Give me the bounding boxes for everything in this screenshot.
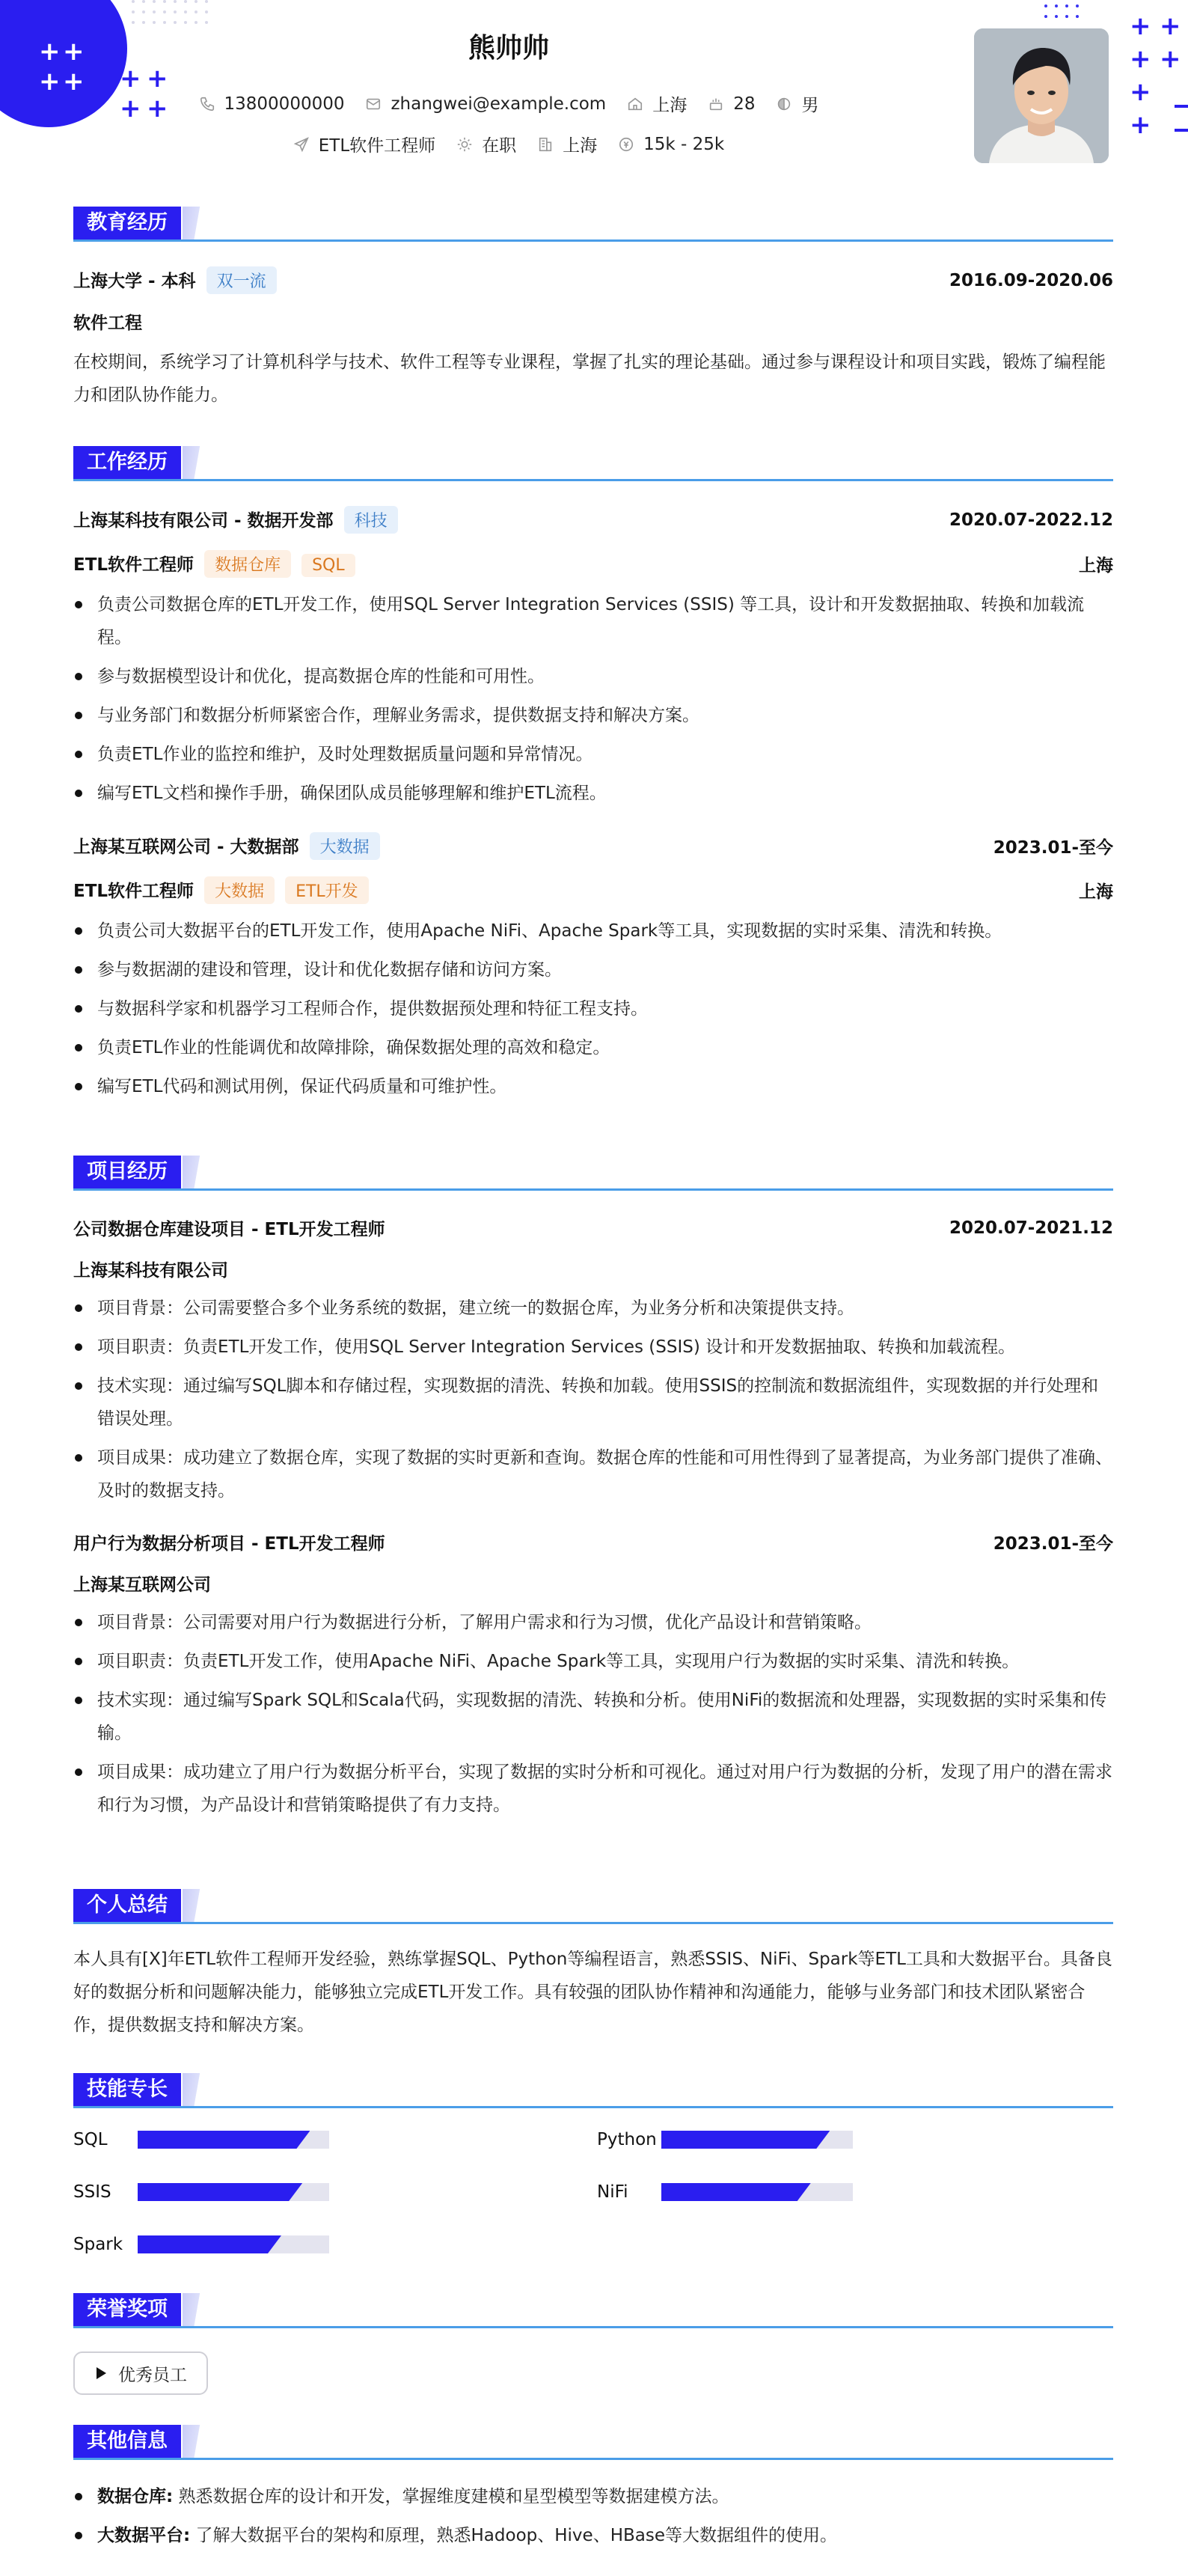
project-detail-list	[73, 1606, 1113, 1822]
section-title: 教育经历	[73, 207, 181, 239]
section-title-decoration	[183, 207, 208, 239]
other-info-list	[73, 2480, 1113, 2552]
section-title: 工作经历	[73, 446, 181, 479]
list-item: 参与数据湖的建设和管理，设计和优化数据存储和访问方案。	[73, 953, 1113, 986]
age: 28	[733, 94, 756, 114]
section-header	[73, 2073, 1113, 2110]
list-item: 项目背景：公司需要整合多个业务系统的数据，建立统一的数据仓库，为业务分析和决策提供支持。	[73, 1292, 1113, 1325]
section-title: 其他信息	[73, 2425, 181, 2458]
section-header	[73, 446, 1113, 483]
role-row	[73, 550, 1113, 578]
avatar	[974, 28, 1109, 163]
project-item	[73, 1530, 1113, 1822]
work-item-header	[73, 832, 1113, 860]
honors-section	[73, 2293, 1113, 2395]
plus-icon: +	[147, 94, 168, 123]
work-item	[73, 832, 1113, 1103]
section-header	[73, 2425, 1113, 2462]
other-info-text: 了解大数据平台的架构和原理，熟悉Hadoop、Hive、HBase等大数据组件的使用。	[195, 2526, 837, 2545]
skill-name: SSIS	[73, 2182, 111, 2202]
home-icon	[627, 96, 643, 112]
project-item-header	[73, 1530, 1113, 1554]
phone-icon	[199, 96, 215, 112]
list-item: 负责ETL作业的监控和维护，及时处理数据质量问题和异常情况。	[73, 738, 1113, 771]
skill-bar-fill	[661, 2183, 811, 2201]
section-header	[73, 2293, 1113, 2331]
role-title: ETL软件工程师	[73, 555, 195, 575]
list-item: 项目成果：成功建立了用户行为数据分析平台，实现了数据的实时分析和可视化。通过对用户行为数据的分析，发现了用户的潜在需求和行为习惯，为产品设计和营销策略提供了有力支持。	[73, 1756, 1113, 1822]
list-item: 项目职责：负责ETL开发工作，使用SQL Server Integration Services (SSIS) 设计和开发数据抽取、转换和加载流程。	[73, 1331, 1113, 1364]
skill-name: Spark	[73, 2235, 123, 2254]
other-info-label: 大数据平台:	[97, 2526, 191, 2545]
plus-icon: +	[1130, 110, 1151, 140]
skill-bar-track	[661, 2131, 853, 2149]
section-title-decoration	[183, 1156, 208, 1188]
role-line	[73, 550, 355, 578]
email-info	[365, 94, 606, 114]
skills-grid	[73, 2130, 1113, 2254]
phone-number: 13800000000	[224, 94, 345, 114]
summary-text: 本人具有[X]年ETL软件工程师开发经验，熟练掌握SQL、Python等编程语言，熟悉SSIS、NiFi、Spark等ETL工具和大数据平台。具备良好的数据分析和问题解决能力，能够独立完成ETL开发工作。具有较强的团队协作精神和沟通能力，能够与业务部门和技术团队紧密合作，提供数据支持和解决方案。	[73, 1950, 1112, 2035]
salary-info	[618, 135, 724, 154]
play-icon	[94, 2366, 108, 2380]
work-item	[73, 506, 1113, 810]
section-title-decoration	[183, 2293, 208, 2326]
contact-row	[0, 91, 1017, 116]
status-icon	[456, 136, 473, 153]
project-item	[73, 1215, 1113, 1507]
list-item: 与业务部门和数据分析师紧密合作，理解业务需求，提供数据支持和解决方案。	[73, 699, 1113, 732]
plus-icon: +	[120, 64, 141, 94]
list-item: 技术实现：通过编写Spark SQL和Scala代码，实现数据的清洗、转换和分析。使用NiFi的数据流和处理器，实现数据的实时采集和传输。	[73, 1684, 1113, 1750]
plus-icon: +	[1130, 11, 1151, 41]
section-title: 个人总结	[73, 1889, 181, 1922]
list-item: 技术实现：通过编写SQL脚本和存储过程，实现数据的清洗、转换和加载。使用SSIS的控制流和数据流组件，实现数据的并行处理和错误处理。	[73, 1370, 1113, 1435]
plus-icon: +	[120, 94, 141, 123]
skill-bar-fill	[138, 2235, 281, 2253]
list-item: 负责ETL作业的性能调优和故障排除，确保数据处理的高效和稳定。	[73, 1031, 1113, 1064]
skills-section	[73, 2073, 1113, 2254]
skill-tag: SQL	[301, 554, 355, 577]
project-title: 公司数据仓库建设项目 - ETL开发工程师	[73, 1220, 385, 1239]
skill-tag: 数据仓库	[204, 550, 291, 578]
company-name: 上海某互联网公司 - 大数据部	[73, 837, 299, 857]
projects-section	[73, 1156, 1113, 1828]
industry-tag: 大数据	[310, 832, 380, 860]
work-period: 2020.07-2022.12	[949, 510, 1113, 530]
list-item	[73, 2519, 1113, 2552]
role-line	[73, 876, 369, 904]
avatar-portrait	[974, 28, 1109, 163]
job-title: ETL软件工程师	[318, 136, 436, 156]
list-item: 与数据科学家和机器学习工程师合作，提供数据预处理和特征工程支持。	[73, 992, 1113, 1025]
responsibility-list	[73, 588, 1113, 810]
plus-icon: +	[1130, 77, 1151, 107]
section-title-decoration	[183, 1889, 208, 1922]
section-header	[73, 207, 1113, 244]
section-divider	[73, 479, 1113, 481]
company-line	[73, 832, 380, 860]
plus-icon: +	[63, 67, 85, 97]
company-name: 上海某科技有限公司 - 数据开发部	[73, 511, 334, 531]
role-row	[73, 876, 1113, 904]
section-title: 技能专长	[73, 2073, 181, 2106]
skill-tag: 大数据	[204, 876, 275, 904]
project-company: 上海某科技有限公司	[73, 1261, 228, 1281]
school-tag: 双一流	[206, 266, 277, 294]
section-title-decoration	[183, 2073, 208, 2106]
section-divider	[73, 1922, 1113, 1924]
section-divider	[73, 2326, 1113, 2328]
plus-icon: +	[63, 37, 85, 67]
plus-icon: +	[1130, 44, 1151, 74]
skill-item	[597, 2182, 896, 2202]
section-header	[73, 1889, 1113, 1926]
project-company: 上海某互联网公司	[73, 1575, 211, 1595]
other-info-label: 数据仓库:	[97, 2487, 174, 2506]
expected-salary: 15k - 25k	[643, 134, 725, 154]
age-info	[708, 94, 755, 114]
project-title: 用户行为数据分析项目 - ETL开发工程师	[73, 1534, 385, 1554]
list-item: 项目成果：成功建立了数据仓库，实现了数据的实时更新和查询。数据仓库的性能和可用性得到了显著提高，为业务部门提供了准确、及时的数据支持。	[73, 1441, 1113, 1507]
skill-item	[597, 2130, 896, 2149]
summary-section	[73, 1889, 1113, 2042]
skill-tag: ETL开发	[285, 876, 369, 904]
cake-icon	[708, 96, 724, 112]
skill-bar-track	[138, 2183, 329, 2201]
section-divider	[73, 2106, 1113, 2108]
skill-bar-fill	[138, 2183, 302, 2201]
section-title: 项目经历	[73, 1156, 181, 1188]
mail-icon	[365, 96, 382, 112]
school-name: 上海大学 - 本科	[73, 272, 196, 291]
company-line	[73, 506, 398, 534]
list-item: 编写ETL代码和测试用例，保证代码质量和可维护性。	[73, 1070, 1113, 1103]
award-name: 优秀员工	[118, 2365, 187, 2385]
major: 软件工程	[73, 314, 142, 333]
gender-icon	[776, 96, 792, 112]
work-location: 上海	[1079, 882, 1113, 902]
section-header	[73, 1156, 1113, 1193]
employment-status: 在职	[482, 136, 517, 156]
resume-header	[0, 0, 1188, 180]
education-item-header	[73, 266, 1113, 294]
project-period: 2023.01-至今	[993, 1534, 1113, 1554]
work-item-header	[73, 506, 1113, 534]
gender-info	[776, 91, 818, 116]
phone-info	[199, 94, 345, 114]
education-description: 在校期间，系统学习了计算机科学与技术、软件工程等专业课程，掌握了扎实的理论基础。通过参与课程设计和项目实践，锻炼了编程能力和团队协作能力。	[73, 352, 1106, 405]
role-title: ETL软件工程师	[73, 882, 195, 901]
plus-icon: +	[147, 64, 168, 94]
plus-icon: +	[1160, 11, 1181, 41]
skill-item	[73, 2235, 597, 2254]
award-badge	[73, 2351, 208, 2395]
project-detail-list	[73, 1292, 1113, 1507]
plus-icon: +	[1160, 44, 1181, 74]
city-info	[627, 91, 687, 116]
list-item	[73, 2480, 1113, 2513]
education-period: 2016.09-2020.06	[949, 270, 1113, 290]
skill-name: NiFi	[597, 2182, 628, 2202]
work-section	[73, 446, 1113, 1109]
list-item: 负责公司数据仓库的ETL开发工作，使用SQL Server Integration Services (SSIS) 等工具，设计和开发数据抽取、转换和加载流程。	[73, 588, 1113, 654]
skill-bar-track	[138, 2131, 329, 2149]
other-info-section	[73, 2425, 1113, 2558]
school-line	[73, 266, 277, 294]
plus-icon: +	[39, 67, 61, 97]
project-period: 2020.07-2021.12	[949, 1218, 1113, 1238]
responsibility-list	[73, 915, 1113, 1103]
gender: 男	[801, 96, 819, 115]
work-city: 上海	[563, 136, 598, 156]
work-period: 2023.01-至今	[993, 838, 1113, 858]
section-title: 荣誉奖项	[73, 2293, 181, 2326]
candidate-name: 熊帅帅	[468, 33, 549, 64]
skill-name: Python	[597, 2130, 657, 2149]
skill-bar-fill	[138, 2131, 310, 2149]
skill-name: SQL	[73, 2130, 108, 2149]
building-icon	[537, 136, 554, 153]
coin-icon	[618, 136, 634, 153]
industry-tag: 科技	[344, 506, 398, 534]
list-item: 项目背景：公司需要对用户行为数据进行分析，了解用户需求和行为习惯，优化产品设计和营销策略。	[73, 1606, 1113, 1639]
send-icon	[293, 136, 310, 153]
section-title-decoration	[183, 2425, 208, 2458]
section-divider	[73, 2458, 1113, 2460]
project-item-header	[73, 1215, 1113, 1240]
plus-icon: +	[39, 37, 61, 67]
skill-bar-fill	[661, 2131, 830, 2149]
job-intent-row	[0, 132, 1017, 156]
work-location: 上海	[1079, 556, 1113, 576]
list-item: 参与数据模型设计和优化，提高数据仓库的性能和可用性。	[73, 660, 1113, 693]
other-info-text: 熟悉数据仓库的设计和开发，掌握维度建模和星型模型等数据建模方法。	[178, 2487, 729, 2506]
skill-bar-track	[661, 2183, 853, 2201]
city: 上海	[652, 96, 688, 115]
education-section	[73, 207, 1113, 412]
skill-item	[73, 2182, 597, 2202]
section-divider	[73, 239, 1113, 242]
status-info	[456, 132, 516, 156]
list-item: 负责公司大数据平台的ETL开发工作，使用Apache NiFi、Apache Spark等工具，实现数据的实时采集、清洗和转换。	[73, 915, 1113, 947]
skill-bar-track	[138, 2235, 329, 2253]
job-title-info	[293, 132, 435, 156]
section-divider	[73, 1188, 1113, 1191]
email-address: zhangwei@example.com	[391, 94, 607, 114]
work-city-info	[537, 132, 597, 156]
list-item: 编写ETL文档和操作手册，确保团队成员能够理解和维护ETL流程。	[73, 777, 1113, 810]
list-item: 项目职责：负责ETL开发工作，使用Apache NiFi、Apache Spark等工具，实现用户行为数据的实时采集、清洗和转换。	[73, 1645, 1113, 1678]
section-title-decoration	[183, 446, 208, 479]
skill-item	[73, 2130, 597, 2149]
